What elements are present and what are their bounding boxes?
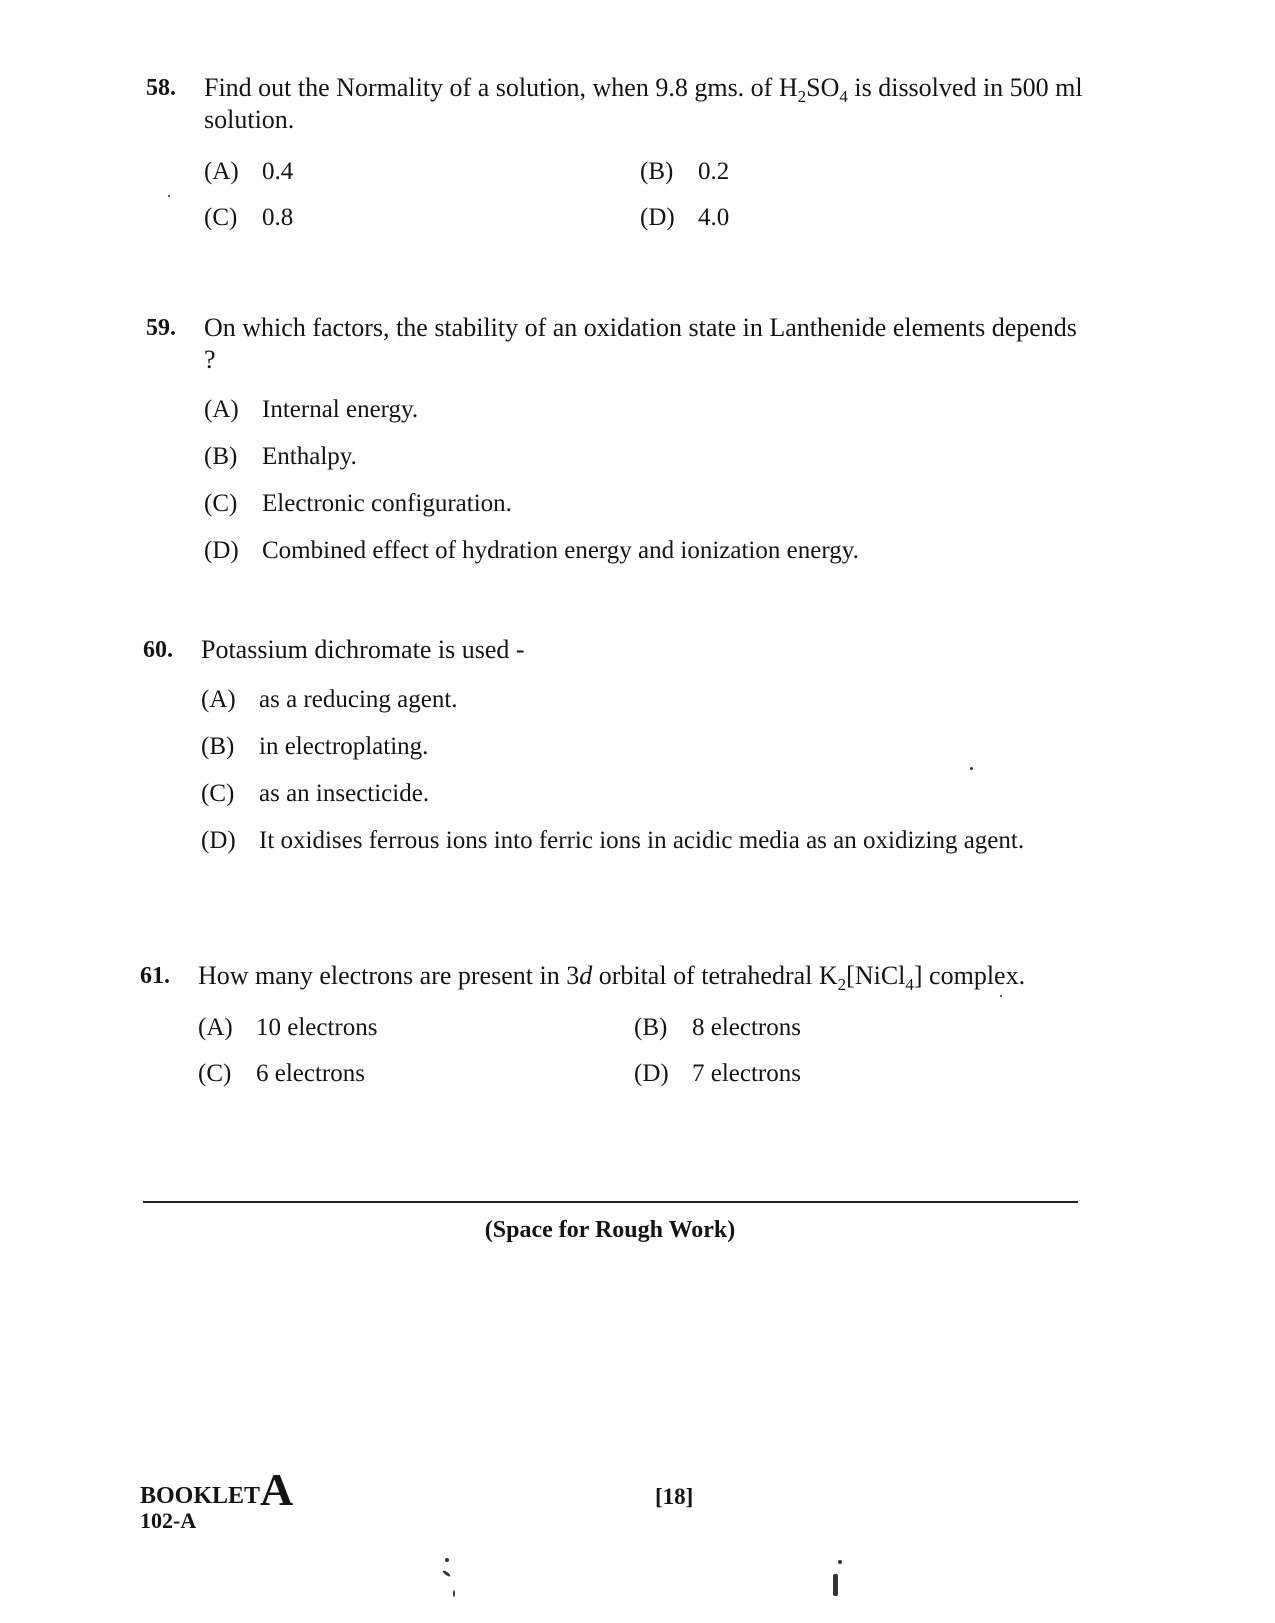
question-58 (146, 72, 1086, 234)
option-a (198, 1012, 634, 1044)
option-letter: (B) (201, 733, 235, 760)
option-letter: (B) (634, 1014, 668, 1041)
option-text: 0.2 (698, 158, 730, 185)
option-letter: (A) (201, 686, 236, 713)
option-c (201, 778, 1083, 810)
option-text: Electronic configuration. (262, 490, 512, 517)
question-61 (140, 960, 1080, 1090)
option-text: 0.8 (262, 204, 294, 231)
options (204, 394, 1086, 567)
option-letter: (C) (201, 780, 235, 807)
option-c (198, 1058, 634, 1090)
option-letter: (C) (204, 204, 238, 231)
options (204, 156, 1086, 234)
option-text: Combined effect of hydration energy and ionization energy. (262, 537, 859, 564)
question-59 (146, 312, 1086, 582)
scan-speck (445, 1558, 449, 1562)
scan-speck (168, 195, 170, 197)
option-text: as a reducing agent. (259, 686, 458, 713)
page-number: [18] (655, 1484, 694, 1509)
option-letter: (C) (198, 1060, 232, 1087)
option-d (204, 535, 1086, 567)
option-letter: (D) (201, 827, 236, 854)
rough-work-label: (Space for Rough Work) (484, 1217, 736, 1243)
option-a (204, 156, 640, 188)
option-a (201, 684, 1083, 716)
question-text: On which factors, the stability of an oxidation state in Lanthenide elements depends ? (204, 313, 1077, 374)
option-letter: (A) (204, 158, 239, 185)
option-text: It oxidises ferrous ions into ferric ions in acidic media as an oxidizing agent. (259, 827, 1025, 854)
option-d (640, 202, 1040, 234)
option-letter: (D) (634, 1060, 669, 1087)
scan-speck (453, 1590, 455, 1597)
option-text: Internal energy. (262, 396, 419, 423)
section-divider (143, 1201, 1078, 1203)
booklet-text: BOOKLET (140, 1483, 261, 1509)
option-a (204, 394, 1086, 426)
option-letter: (A) (198, 1014, 233, 1041)
option-text: 10 electrons (256, 1014, 378, 1041)
option-text: 0.4 (262, 158, 294, 185)
scan-speck (838, 1560, 842, 1564)
option-text: Enthalpy. (262, 443, 357, 470)
option-letter: (C) (204, 490, 238, 517)
question-60 (143, 634, 1083, 872)
booklet-code: 102-A (140, 1508, 197, 1533)
scan-speck (833, 1574, 838, 1596)
option-letter: (D) (204, 537, 239, 564)
option-letter: (B) (640, 158, 674, 185)
option-letter: (B) (204, 443, 238, 470)
question-text: Find out the Normality of a solution, when 9.8 gms. of $H_2SO_4$ is dissolved in 500 ml solution. (204, 73, 1083, 134)
option-c (204, 488, 1086, 520)
option-b (201, 731, 1083, 763)
option-text: 8 electrons (692, 1014, 801, 1041)
options (198, 1012, 1080, 1090)
option-b (204, 441, 1086, 473)
option-d (201, 825, 1083, 857)
option-text: 4.0 (698, 204, 730, 231)
scan-speck (442, 1570, 451, 1578)
option-b (640, 156, 1040, 188)
question-number: 61. (140, 963, 170, 989)
option-text: as an insecticide. (259, 780, 430, 807)
option-text: 7 electrons (692, 1060, 801, 1087)
option-text: in electroplating. (259, 733, 429, 760)
options (201, 684, 1083, 857)
question-number: 58. (146, 75, 176, 101)
option-c (204, 202, 640, 234)
option-letter: (D) (640, 204, 675, 231)
option-d (634, 1058, 1034, 1090)
booklet-label (140, 1464, 294, 1515)
option-letter: (A) (204, 396, 239, 423)
question-text: Potassium dichromate is used - (201, 635, 525, 664)
scan-speck (970, 767, 973, 770)
question-number: 59. (146, 315, 176, 341)
booklet-letter: A (260, 1464, 294, 1515)
question-number: 60. (143, 637, 173, 663)
option-text: 6 electrons (256, 1060, 365, 1087)
question-text: How many electrons are present in 3d orbital of tetrahedral $K_2[NiCl_4]$ complex. (198, 961, 1026, 995)
option-b (634, 1012, 1034, 1044)
scan-speck (1000, 995, 1002, 997)
